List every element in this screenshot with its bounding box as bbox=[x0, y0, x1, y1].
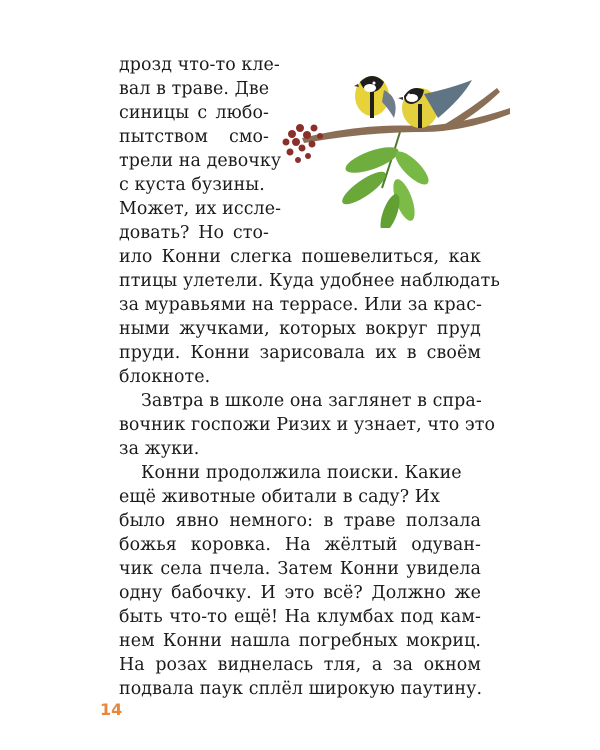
page-number: 14 bbox=[100, 700, 123, 719]
birds-on-branch-illustration bbox=[272, 68, 512, 228]
text-line: довать? Но сто- bbox=[119, 223, 269, 243]
text-line: пруди. Конни зарисовала их в своём bbox=[119, 343, 481, 363]
text-line: нем Конни нашла погребных мокриц. bbox=[119, 631, 481, 651]
text-line: вочник госпожи Ризих и узнает, что это bbox=[119, 415, 496, 435]
text-line: На розах виднелась тля, а за окном bbox=[119, 655, 481, 675]
text-line: синицы с любо- bbox=[119, 103, 269, 123]
text-line: пытством смо- bbox=[119, 127, 269, 147]
text-line: вал в траве. Две bbox=[119, 79, 270, 99]
text-line: Завтра в школе она заглянет в спра- bbox=[141, 391, 482, 411]
text-line: с куста бузины. bbox=[119, 175, 265, 195]
text-line: за муравьями на террасе. Или за крас- bbox=[119, 295, 483, 315]
text-line: Конни продолжила поиски. Какие bbox=[141, 463, 462, 483]
text-line: трели на девочку bbox=[119, 151, 282, 171]
text-line: чик села пчела. Затем Конни увидела bbox=[119, 559, 481, 579]
text-line: божья коровка. На жёлтый одуван- bbox=[119, 535, 481, 555]
text-line: за жуки. bbox=[119, 439, 200, 459]
great-tit-left bbox=[354, 76, 396, 118]
text-line: подвала паук сплёл широкую паутину. bbox=[119, 679, 483, 699]
text-line: Может, их иссле- bbox=[119, 199, 282, 219]
text-line: дрозд что-то кле- bbox=[119, 55, 280, 75]
text-line: было явно немного: в траве ползала bbox=[119, 511, 481, 531]
text-line: птицы улетели. Куда удобнее наблюдать bbox=[119, 271, 500, 291]
text-line: ило Конни слегка пошевелиться, как bbox=[119, 247, 481, 267]
text-line: одну бабочку. И это всё? Должно же bbox=[119, 583, 481, 603]
text-line: блокноте. bbox=[119, 367, 211, 387]
text-line: ещё животные обитали в саду? Их bbox=[119, 487, 440, 507]
text-line: ными жучками, которых вокруг пруд bbox=[119, 319, 481, 339]
text-line: быть что-то ещё! На клумбах под кам- bbox=[119, 607, 481, 627]
